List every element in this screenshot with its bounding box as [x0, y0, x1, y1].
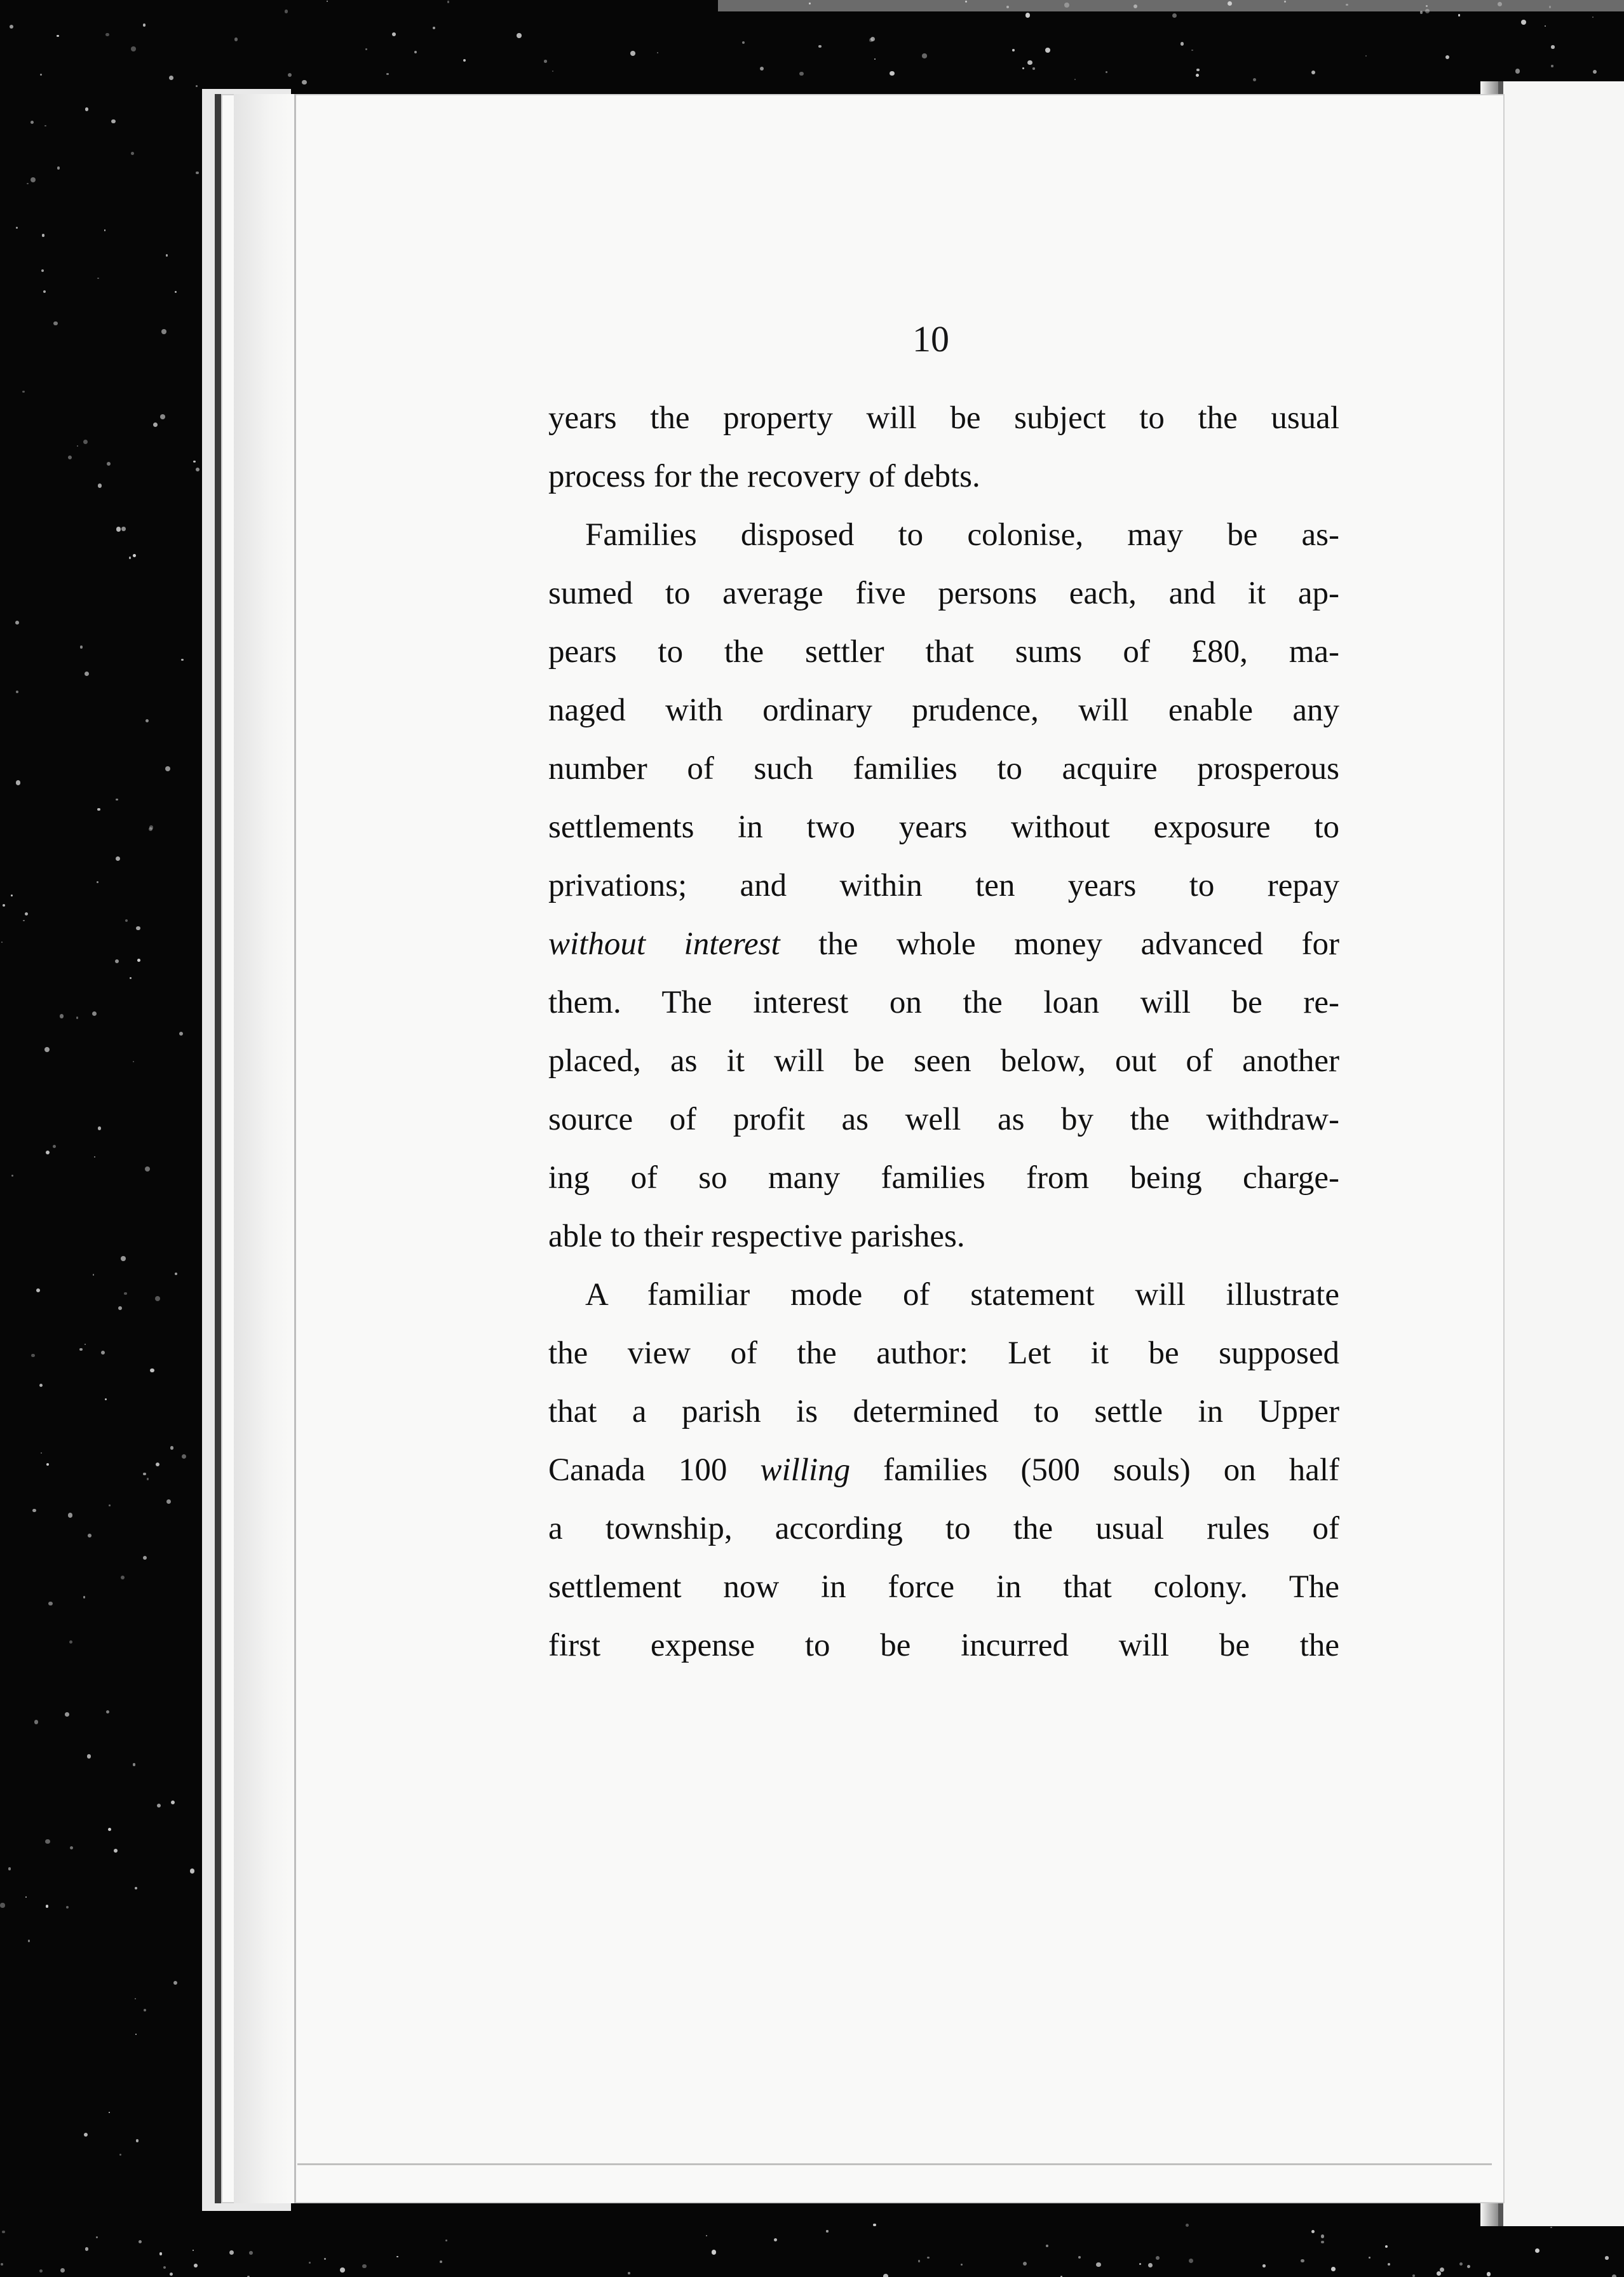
film-speck: [135, 1998, 137, 2000]
film-speck: [116, 527, 121, 531]
film-speck: [8, 1867, 11, 1870]
film-speck: [39, 1384, 43, 1387]
film-speck: [34, 1720, 39, 1724]
film-speck: [129, 557, 131, 558]
film-speck: [125, 919, 128, 922]
film-speck: [84, 2133, 88, 2137]
film-speck: [60, 1014, 64, 1018]
text-line: naged with ordinary prudence, will enable any: [548, 693, 1339, 728]
film-speck: [76, 1017, 79, 1019]
film-speck: [77, 445, 78, 447]
film-speck: [163, 2266, 166, 2269]
film-speck: [552, 71, 553, 72]
film-speck: [107, 462, 111, 466]
film-speck: [0, 1903, 4, 1907]
film-speck: [1139, 2263, 1141, 2265]
film-speck: [83, 440, 88, 444]
film-speck: [309, 2262, 311, 2264]
film-speck: [105, 1398, 107, 1400]
film-speck: [1191, 50, 1193, 51]
film-speck: [1096, 2262, 1101, 2267]
film-speck: [544, 60, 547, 63]
film-edge-strip: [718, 0, 1624, 11]
film-speck: [97, 278, 98, 279]
film-speck: [39, 2269, 43, 2273]
film-speck: [1459, 2262, 1463, 2266]
film-speck: [165, 766, 170, 771]
film-speck: [166, 254, 168, 256]
film-speck: [155, 1296, 160, 1301]
film-speck: [874, 58, 876, 60]
film-speck: [1420, 11, 1423, 14]
film-speck: [160, 414, 165, 419]
text-line: ing of so many families from being charge-: [548, 1160, 1339, 1196]
film-speck: [1311, 71, 1315, 74]
film-speck: [826, 2230, 828, 2232]
film-speck: [45, 1839, 50, 1844]
film-speck: [1172, 13, 1177, 18]
film-speck: [44, 1047, 50, 1052]
film-speck: [143, 1473, 146, 1476]
film-speck: [115, 959, 119, 963]
film-speck: [327, 1, 328, 2]
film-speck: [145, 1166, 150, 1172]
film-speck: [1592, 17, 1594, 18]
film-speck: [628, 2272, 630, 2274]
film-speck: [30, 177, 36, 182]
film-speck: [109, 1504, 111, 1506]
film-speck: [1365, 55, 1367, 57]
film-speck: [1467, 2265, 1470, 2268]
film-speck: [1284, 1, 1286, 3]
film-speck: [68, 1513, 73, 1518]
film-speck: [1311, 2230, 1315, 2233]
text-line: first expense to be incurred will be the: [548, 1628, 1339, 1663]
film-speck: [818, 45, 822, 48]
film-speck: [179, 1032, 183, 1036]
film-speck: [41, 269, 44, 272]
film-speck: [193, 461, 196, 463]
film-speck: [447, 1, 449, 3]
film-speck: [181, 659, 183, 661]
film-speck: [11, 1175, 13, 1177]
film-speck: [25, 1896, 27, 1898]
film-speck: [106, 1710, 109, 1713]
film-speck: [1023, 2262, 1027, 2266]
text-run: Canada 100: [548, 1452, 761, 1488]
film-speck: [1156, 2256, 1160, 2260]
film-speck: [1045, 48, 1050, 52]
film-speck: [1186, 2224, 1189, 2227]
film-speck: [118, 1306, 122, 1310]
film-speck: [433, 27, 435, 29]
film-speck: [1196, 69, 1199, 71]
film-speck: [170, 1446, 174, 1450]
film-speck: [1612, 2274, 1616, 2277]
page-number: 10: [912, 318, 949, 360]
film-speck: [43, 290, 46, 293]
film-speck: [15, 621, 19, 625]
text-line: a township, according to the usual rules of: [548, 1511, 1339, 1546]
text-run: families (500 souls) on half: [850, 1452, 1339, 1488]
film-speck: [87, 1754, 91, 1758]
film-speck: [27, 183, 29, 185]
film-speck: [285, 10, 288, 13]
film-speck: [147, 1478, 149, 1480]
film-speck: [119, 2154, 121, 2156]
page-inner-margin: [234, 94, 296, 2203]
film-speck: [111, 119, 116, 124]
film-speck: [1189, 2259, 1193, 2263]
film-speck: [98, 483, 102, 487]
film-speck: [44, 125, 46, 126]
film-speck: [145, 719, 149, 722]
film-speck: [182, 1454, 186, 1459]
film-speck: [16, 780, 20, 785]
film-speck: [137, 959, 140, 962]
film-speck: [23, 920, 24, 921]
film-speck: [1012, 49, 1015, 51]
film-speck: [53, 1145, 56, 1148]
film-speck: [1550, 2227, 1552, 2228]
film-speck: [1022, 67, 1024, 69]
film-speck: [70, 1846, 73, 1849]
film-speck: [171, 1801, 175, 1804]
film-speck: [927, 2257, 929, 2259]
text-line: them. The interest on the loan will be re-: [548, 985, 1339, 1020]
film-speck: [16, 691, 18, 693]
film-speck: [463, 59, 466, 62]
film-speck: [22, 391, 24, 393]
film-speck: [1032, 67, 1034, 69]
film-speck: [414, 51, 417, 53]
film-speck: [190, 1868, 195, 1874]
film-speck: [101, 1351, 105, 1355]
film-speck: [760, 67, 764, 71]
text-line: privations; and within ten years to repay: [548, 868, 1339, 903]
film-speck: [139, 2240, 142, 2244]
text-line: years the property will be subject to the usual: [548, 400, 1339, 436]
text-line: Families disposed to colonise, may be as-: [585, 517, 1339, 553]
film-speck: [85, 1344, 86, 1345]
film-speck: [28, 1940, 30, 1942]
film-speck: [96, 2236, 98, 2238]
film-speck: [1181, 42, 1184, 46]
film-speck: [630, 51, 635, 56]
film-speck: [809, 3, 811, 4]
film-speck: [890, 71, 894, 76]
film-speck: [57, 35, 58, 37]
film-speck: [121, 1576, 125, 1579]
film-speck: [133, 1763, 135, 1766]
film-speck: [193, 2250, 194, 2251]
italic-word: willing: [760, 1452, 851, 1488]
text-line: [548, 915, 1339, 973]
film-speck: [131, 46, 136, 51]
film-speck: [157, 1804, 161, 1807]
film-speck: [121, 1256, 126, 1261]
film-speck: [40, 74, 42, 76]
film-speck: [386, 73, 388, 75]
film-speck: [170, 2273, 173, 2276]
film-speck: [121, 527, 125, 530]
film-speck: [340, 2267, 345, 2273]
film-speck: [1458, 14, 1460, 16]
film-speck: [135, 1887, 137, 1889]
film-speck: [1196, 74, 1199, 77]
film-speck: [32, 1509, 36, 1512]
film-speck: [97, 881, 98, 883]
film-speck: [869, 38, 872, 41]
film-speck: [742, 41, 745, 44]
film-speck: [873, 2224, 876, 2226]
text-line: settlements in two years without exposure to: [548, 809, 1339, 845]
film-speck: [657, 52, 658, 53]
film-speck: [156, 1463, 159, 1466]
film-speck: [1025, 13, 1031, 18]
film-speck: [1437, 2271, 1441, 2276]
film-speck: [517, 33, 521, 37]
film-speck: [362, 2264, 367, 2269]
text-line: pears to the settler that sums of £80, ma-: [548, 634, 1339, 670]
film-speck: [46, 1151, 50, 1154]
text-line: number of such families to acquire prosperous: [548, 751, 1339, 787]
text-line: [548, 1441, 1339, 1499]
film-speck: [149, 827, 152, 831]
film-speck: [144, 2009, 146, 2011]
film-speck: [53, 321, 58, 326]
film-speck: [1412, 2274, 1415, 2277]
film-speck: [2, 2231, 4, 2233]
film-speck: [114, 1849, 118, 1853]
film-speck: [57, 166, 60, 169]
film-speck: [365, 48, 368, 51]
film-speck: [249, 2251, 253, 2255]
film-speck: [80, 645, 83, 648]
film-speck: [93, 1274, 95, 1276]
text-line: that a parish is determined to settle in Upper: [548, 1394, 1339, 1429]
film-speck: [1593, 70, 1597, 74]
film-speck: [85, 672, 90, 677]
film-speck: [324, 2258, 326, 2260]
film-speck: [1551, 65, 1553, 67]
film-speck: [108, 1828, 111, 1831]
film-speck: [1148, 2263, 1153, 2267]
film-speck: [10, 25, 14, 29]
film-speck: [799, 72, 803, 76]
film-speck: [68, 456, 72, 459]
film-speck: [1253, 78, 1256, 81]
text-line: A familiar mode of statement will illustrate: [585, 1277, 1339, 1313]
film-speck: [1078, 2256, 1081, 2259]
film-speck: [1262, 2264, 1266, 2267]
text-line: able to their respective parishes.: [548, 1219, 965, 1254]
film-speck: [712, 2250, 717, 2255]
film-speck: [131, 152, 134, 155]
film-speck: [1385, 2245, 1388, 2248]
film-speck: [109, 2112, 110, 2113]
film-speck: [169, 76, 173, 80]
film-speck: [31, 1354, 35, 1358]
film-speck: [97, 808, 100, 811]
text-line: process for the recovery of debts.: [548, 459, 980, 494]
film-speck: [79, 1348, 82, 1351]
film-speck: [234, 37, 238, 41]
film-speck: [302, 80, 306, 84]
text-line: source of profit as well as by the withdraw-: [548, 1102, 1339, 1137]
film-speck: [3, 904, 6, 907]
film-speck: [196, 468, 200, 471]
film-speck: [30, 121, 34, 124]
film-speck: [1549, 6, 1551, 8]
film-speck: [774, 2238, 777, 2241]
film-speck: [922, 53, 926, 58]
text-line: placed, as it will be seen below, out of another: [548, 1043, 1339, 1079]
film-speck: [46, 1905, 48, 1907]
film-speck: [60, 2268, 65, 2273]
film-speck: [36, 1288, 40, 1292]
film-speck: [445, 2240, 447, 2241]
film-speck: [288, 73, 292, 77]
film-speck: [85, 107, 88, 111]
film-speck: [1321, 2234, 1324, 2238]
film-speck: [135, 2034, 137, 2035]
text-line: sumed to average five persons each, and it ap-: [548, 576, 1339, 611]
film-speck: [229, 2250, 234, 2255]
film-speck: [175, 1273, 177, 1275]
film-speck: [83, 1596, 86, 1598]
film-speck: [1046, 2245, 1048, 2247]
film-speck: [94, 1156, 95, 1158]
film-speck: [1106, 71, 1107, 73]
film-speck: [1346, 4, 1348, 6]
film-speck: [440, 2260, 443, 2264]
film-speck: [92, 1011, 97, 1017]
film-speck: [159, 2252, 162, 2255]
italic-phrase: without interest: [548, 926, 780, 962]
film-speck: [918, 2260, 921, 2262]
film-speck: [153, 422, 158, 427]
film-speck: [1425, 9, 1430, 13]
film-speck: [116, 856, 120, 861]
film-speck: [1545, 25, 1546, 27]
film-speck: [1, 2263, 3, 2266]
film-speck: [11, 895, 12, 896]
film-speck: [1074, 79, 1076, 80]
text-line: the view of the author: Let it be supposed: [548, 1335, 1339, 1371]
film-speck: [124, 1292, 127, 1295]
film-speck: [133, 554, 136, 557]
film-speck: [66, 1906, 69, 1909]
film-speck: [1551, 45, 1555, 49]
film-speck: [1228, 1, 1232, 6]
film-speck: [1027, 60, 1032, 65]
film-speck: [69, 1640, 72, 1644]
film-speck: [85, 2247, 88, 2250]
body-text: [548, 389, 1339, 1675]
film-speck: [42, 234, 45, 237]
film-speck: [166, 1499, 171, 1504]
film-speck: [133, 1061, 134, 1062]
film-speck: [48, 1602, 53, 1606]
film-speck: [16, 227, 17, 228]
film-speck: [143, 24, 145, 26]
film-speck: [161, 329, 166, 334]
text-run: the whole money advanced for: [780, 926, 1340, 962]
film-speck: [136, 926, 140, 931]
film-speck: [143, 1556, 147, 1560]
film-speck: [706, 2235, 707, 2236]
film-speck: [1301, 2259, 1304, 2262]
film-speck: [1487, 2272, 1491, 2276]
film-speck: [150, 1368, 154, 1372]
film-speck: [41, 1452, 43, 1454]
film-speck: [130, 977, 131, 978]
text-line: settlement now in force in that colony. The: [548, 1569, 1339, 1605]
film-speck: [1064, 3, 1069, 8]
film-speck: [105, 33, 109, 36]
film-speck: [1515, 69, 1520, 73]
film-speck: [65, 1712, 69, 1717]
film-speck: [1369, 2257, 1370, 2259]
film-speck: [392, 32, 396, 36]
film-speck: [1605, 2256, 1609, 2260]
film-speck: [196, 85, 198, 87]
film-speck: [883, 2274, 888, 2277]
film-speck: [116, 799, 118, 801]
film-speck: [175, 291, 177, 293]
facing-page-edge: [1498, 81, 1624, 2226]
film-speck: [194, 2264, 198, 2267]
film-speck: [1445, 55, 1449, 59]
page-bottom-edge: [297, 2163, 1492, 2165]
film-speck: [136, 2139, 139, 2142]
film-speck: [46, 1463, 49, 1466]
film-speck: [104, 229, 105, 231]
film-speck: [88, 1534, 91, 1537]
film-speck: [1521, 20, 1526, 25]
film-speck: [1331, 2267, 1336, 2271]
film-speck: [1388, 2263, 1390, 2266]
film-speck: [173, 1981, 177, 1985]
film-speck: [1, 942, 3, 943]
film-speck: [396, 2256, 398, 2257]
film-speck: [1535, 2248, 1539, 2253]
film-speck: [1321, 2241, 1324, 2244]
film-speck: [961, 2264, 963, 2266]
film-speck: [196, 172, 198, 174]
film-speck: [25, 912, 28, 916]
film-speck: [98, 1126, 101, 1130]
film-speck: [1440, 2267, 1445, 2273]
